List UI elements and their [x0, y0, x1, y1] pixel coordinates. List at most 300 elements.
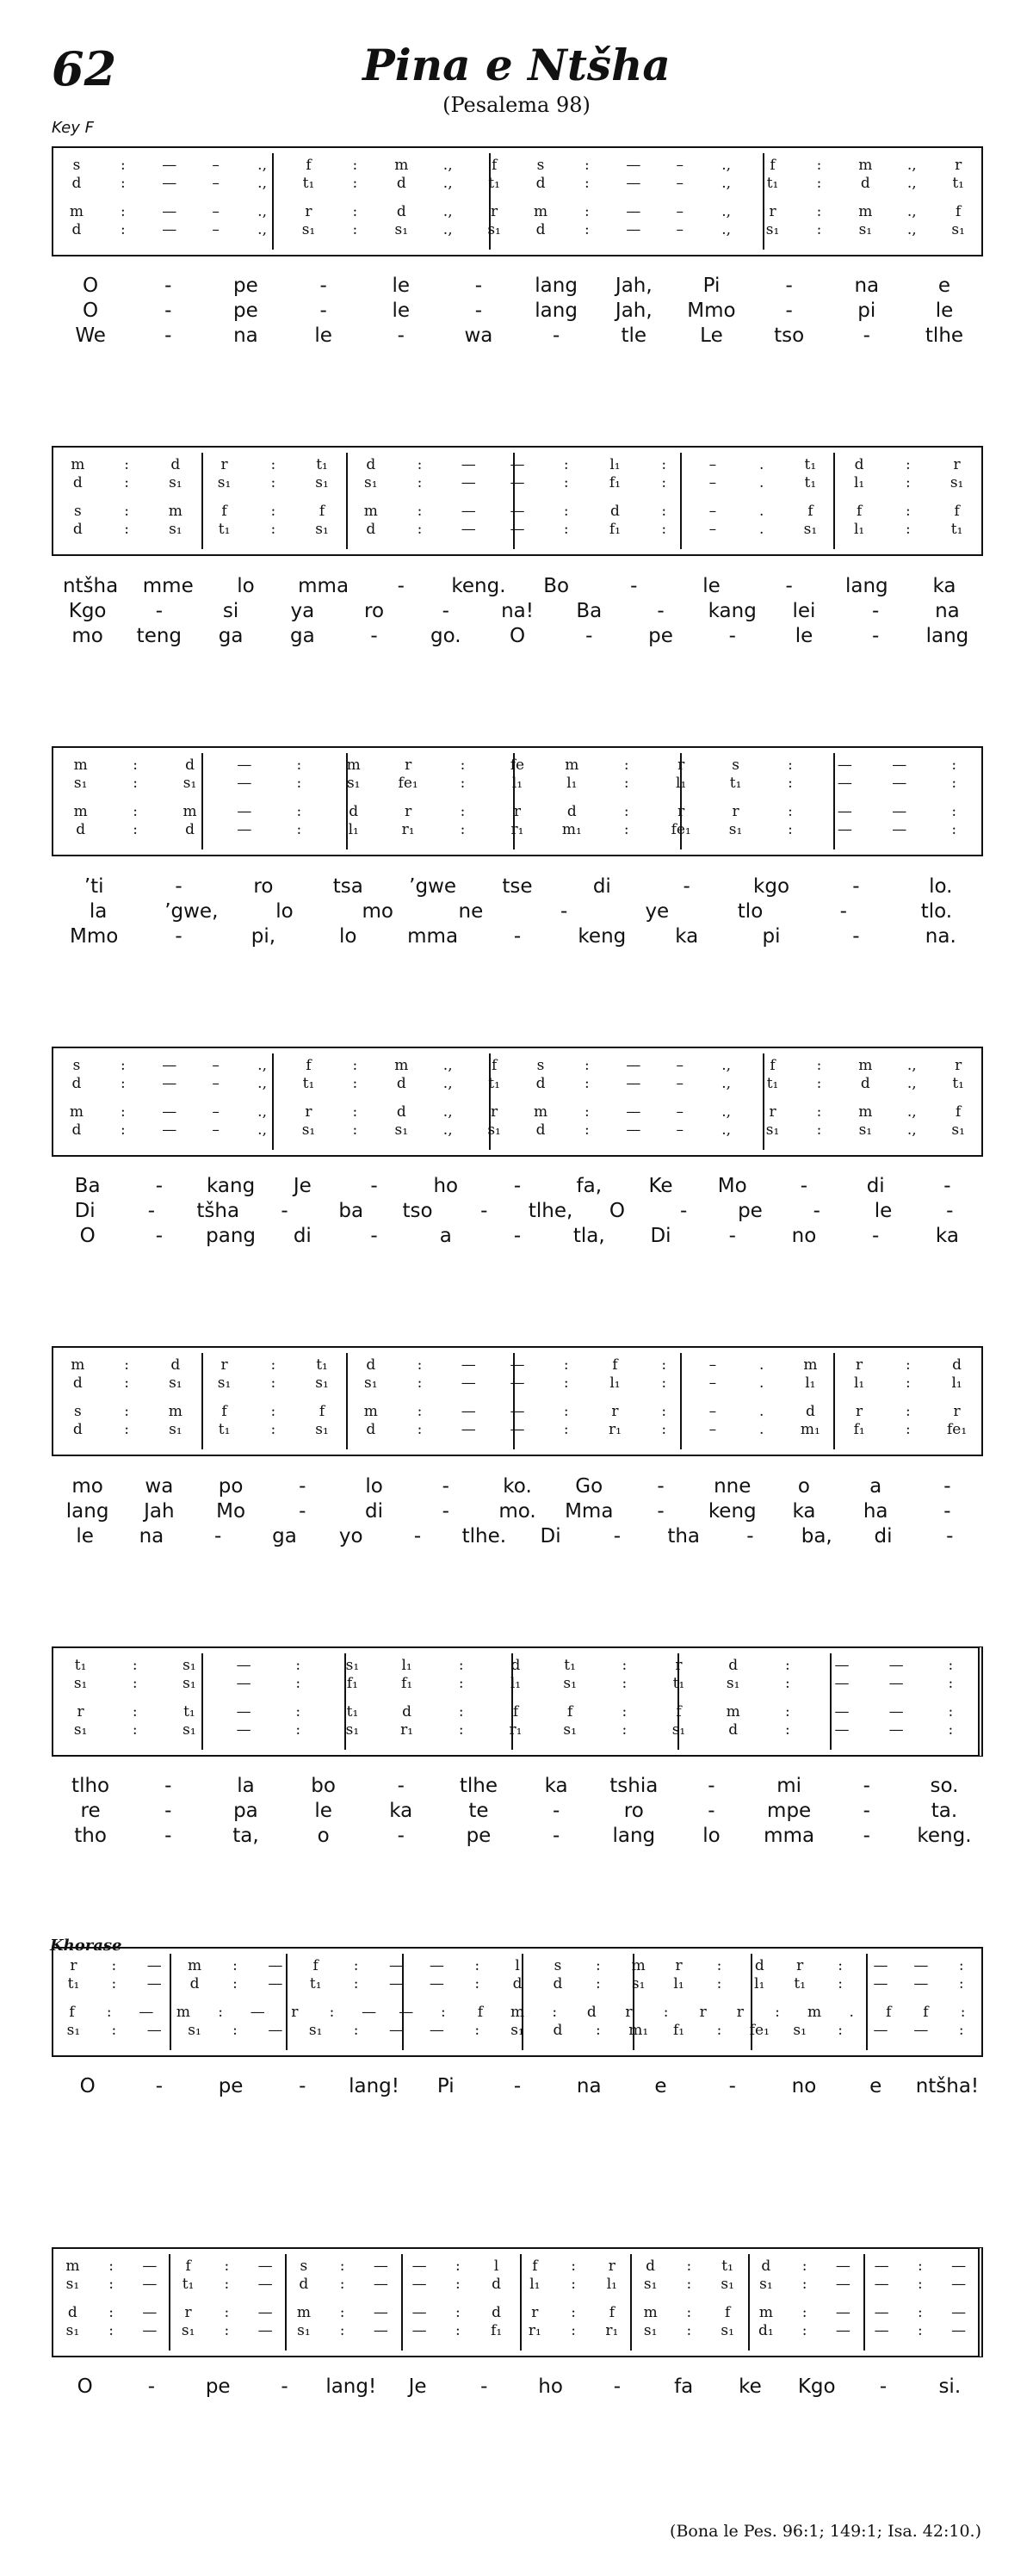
- solfa-note: r: [856, 1403, 863, 1420]
- lyric-syllable: Bo: [543, 575, 570, 597]
- solfa-note: :: [111, 2022, 117, 2039]
- lyric-syllable: mpe: [767, 1800, 812, 1822]
- lyric-syllable: lo.: [929, 875, 953, 898]
- solfa-note: :: [270, 1403, 276, 1420]
- solfa-note: s₁: [66, 2022, 81, 2039]
- bar-line: [633, 1954, 634, 2050]
- solfa-note: f: [612, 1356, 618, 1374]
- solfa-note: l₁: [511, 775, 523, 792]
- solfa-note: –: [676, 203, 684, 220]
- lyric-syllable: ro: [623, 1800, 644, 1822]
- lyric-syllable: -: [708, 1800, 715, 1822]
- solfa-note: –: [212, 1103, 220, 1121]
- solfa-note: :: [623, 775, 629, 792]
- solfa-note: m: [73, 757, 88, 774]
- lyric-syllable: -: [800, 1175, 808, 1197]
- solfa-note: :: [224, 2258, 230, 2275]
- bar-line: [201, 1353, 203, 1449]
- lyric-syllable: ko.: [503, 1475, 532, 1498]
- lyric-syllable: keng: [578, 925, 627, 948]
- solfa-note: .,: [906, 1103, 917, 1121]
- solfa-note: r₁: [401, 821, 415, 838]
- solfa-note: f₁: [673, 2022, 685, 2039]
- solfa-note: :: [563, 1403, 569, 1420]
- solfa-note: s₁: [793, 2022, 807, 2039]
- lyric-syllable: lo: [702, 1825, 721, 1847]
- lyric-syllable: ya: [290, 600, 315, 622]
- solfa-note: fe₁: [749, 2022, 770, 2039]
- solfa-note: r: [769, 1103, 776, 1121]
- solfa-note: :: [686, 2304, 692, 2321]
- lyric-syllable: -: [630, 575, 638, 597]
- solfa-note: —: [835, 2258, 851, 2275]
- solfa-note: :: [784, 1721, 790, 1739]
- solfa-note: .: [758, 474, 764, 491]
- solfa-note: l₁: [401, 1657, 412, 1674]
- bar-line: [346, 453, 348, 549]
- solfa-note: d: [396, 203, 406, 220]
- solfa-note: f: [856, 503, 863, 520]
- solfa-note: f₁: [401, 1675, 413, 1692]
- solfa-note: s₁: [721, 2276, 734, 2293]
- lyric-syllable: -: [863, 1825, 870, 1847]
- bar-line: [833, 1353, 835, 1449]
- solfa-note: —: [257, 2276, 273, 2293]
- lyric-syllable: tse: [502, 875, 533, 898]
- solfa-note: t₁: [302, 175, 315, 192]
- bar-line: [520, 2254, 522, 2351]
- lyric-syllable: -: [155, 2075, 163, 2097]
- solfa-note: —: [162, 157, 177, 174]
- lyric-syllable: tlhe: [459, 1775, 498, 1797]
- lyric-syllable: Di: [74, 1200, 96, 1222]
- lyric-line: [52, 924, 983, 948]
- solfa-note: :: [951, 821, 957, 838]
- solfa-note: d: [553, 1975, 563, 1992]
- solfa-note: .,: [721, 157, 732, 174]
- lyric-syllable: -: [370, 625, 378, 647]
- lyric-line: [52, 899, 983, 924]
- solfa-note: d: [71, 175, 82, 192]
- solfa-note: :: [270, 1356, 276, 1374]
- bar-line: [748, 2254, 750, 2351]
- solfa-note: :: [571, 2304, 576, 2321]
- lyric-syllable: -: [175, 925, 182, 948]
- solfa-note: s₁: [181, 2322, 195, 2339]
- solfa-note: f: [532, 2258, 538, 2275]
- solfa-note: fe: [510, 757, 525, 774]
- lyric-syllable: ntšha!: [915, 2075, 980, 2097]
- solfa-note: .,: [442, 203, 453, 220]
- solfa-note: :: [417, 456, 423, 473]
- lyric-syllable: na: [233, 324, 258, 347]
- solfa-note: d: [586, 2004, 597, 2021]
- lyric-syllable: We: [75, 324, 106, 347]
- solfa-note: :: [124, 521, 129, 538]
- solfa-note: r: [608, 2258, 615, 2275]
- lyric-syllable: O: [83, 275, 99, 297]
- solfa-note: f: [221, 1403, 227, 1420]
- solfa-note: :: [120, 1103, 126, 1121]
- solfa-note: :: [120, 157, 126, 174]
- solfa-note: —: [510, 474, 525, 491]
- lyric-syllable: tlo: [737, 900, 764, 923]
- lyric-syllable: tla,: [572, 1225, 605, 1247]
- staff-voice-row: [53, 757, 981, 774]
- solfa-note: .,: [721, 1057, 732, 1074]
- lyric-syllable: -: [397, 1775, 405, 1797]
- solfa-note: d: [299, 2276, 309, 2293]
- solfa-note: d: [854, 456, 864, 473]
- lyric-syllable: re: [80, 1800, 101, 1822]
- solfa-note: :: [716, 2022, 722, 2039]
- solfa-note: r: [405, 757, 412, 774]
- solfa-note: :: [224, 2304, 230, 2321]
- solfa-note: d: [189, 1975, 200, 1992]
- lyric-syllable: -: [943, 1175, 951, 1197]
- lyric-syllable: lang: [535, 300, 578, 322]
- lyric-syllable: lo: [237, 575, 255, 597]
- lyric-syllable: -: [319, 275, 327, 297]
- solfa-note: :: [816, 1103, 822, 1121]
- solfa-note: :: [623, 803, 629, 820]
- staff-voice-row: [53, 474, 981, 491]
- solfa-note: d: [71, 1121, 82, 1139]
- lyric-line: [52, 574, 983, 598]
- lyric-syllable: po: [218, 1475, 244, 1498]
- solfa-note: l: [515, 1957, 520, 1974]
- lyric-syllable: e: [869, 2075, 882, 2097]
- solfa-note: :: [106, 2004, 112, 2021]
- lyric-syllable: -: [585, 625, 593, 647]
- solfa-note: —: [892, 803, 907, 820]
- solfa-note: :: [784, 1703, 790, 1720]
- solfa-note: :: [563, 521, 569, 538]
- lyric-syllable: mo: [71, 1475, 103, 1498]
- lyric-syllable: lo: [275, 900, 294, 923]
- lyric-syllable: di: [365, 1500, 384, 1523]
- solfa-note: :: [329, 2004, 335, 2021]
- lyric-line: [52, 2074, 983, 2098]
- solfa-note: r: [955, 1057, 962, 1074]
- lyric-syllable: kang: [206, 1175, 256, 1197]
- solfa-note: –: [708, 474, 717, 491]
- solfa-note: .,: [721, 1121, 732, 1139]
- solfa-note: s₁: [643, 2322, 658, 2339]
- solfa-note: m: [182, 803, 197, 820]
- staff-system: [52, 1346, 983, 1456]
- solfa-note: :: [716, 1957, 722, 1974]
- lyric-syllable: Kgo: [797, 2375, 836, 2398]
- solfa-note: m: [73, 803, 88, 820]
- solfa-note: t₁: [218, 1421, 231, 1438]
- solfa-note: :: [948, 1657, 954, 1674]
- staff-system: [52, 146, 983, 256]
- lyric-syllable: ta.: [931, 1800, 958, 1822]
- solfa-note: —: [142, 2304, 158, 2321]
- lyric-syllable: -: [397, 1825, 405, 1847]
- solfa-note: —: [142, 2276, 158, 2293]
- solfa-note: —: [250, 2004, 265, 2021]
- solfa-note: f: [185, 2258, 191, 2275]
- lyric-syllable: O: [79, 2075, 96, 2097]
- solfa-note: :: [108, 2322, 114, 2339]
- lyric-syllable: Kgo: [68, 600, 107, 622]
- lyric-syllable: -: [872, 625, 880, 647]
- solfa-note: —: [236, 1657, 251, 1674]
- lyric-syllable: go.: [430, 625, 461, 647]
- lyric-syllable: -: [164, 275, 172, 297]
- solfa-note: s: [554, 1957, 562, 1974]
- solfa-note: t₁: [488, 175, 500, 192]
- solfa-note: :: [918, 2258, 923, 2275]
- solfa-note: :: [905, 456, 911, 473]
- solfa-note: :: [595, 1957, 601, 1974]
- solfa-note: :: [120, 203, 126, 220]
- solfa-note: —: [461, 503, 476, 520]
- lyric-syllable: O: [77, 2375, 93, 2398]
- lyric-syllable: Ke: [648, 1175, 673, 1197]
- solfa-note: s₁: [858, 221, 873, 238]
- solfa-note: l₁: [805, 1374, 816, 1392]
- solfa-note: —: [874, 2258, 889, 2275]
- solfa-note: t₁: [488, 1075, 500, 1092]
- solfa-note: :: [417, 1356, 423, 1374]
- solfa-note: .,: [257, 175, 267, 192]
- solfa-note: s₁: [394, 221, 409, 238]
- staff-system: [52, 746, 983, 856]
- solfa-note: s₁: [315, 474, 329, 491]
- solfa-note: f: [312, 1957, 319, 1974]
- solfa-note: f: [491, 157, 498, 174]
- solfa-note: d: [761, 2258, 771, 2275]
- bar-line: [169, 2254, 170, 2351]
- solfa-note: t₁: [182, 2276, 195, 2293]
- solfa-note: s₁: [345, 1721, 360, 1739]
- solfa-note: s: [300, 2258, 308, 2275]
- lyric-syllable: pe: [466, 1825, 492, 1847]
- solfa-note: —: [162, 1057, 177, 1074]
- lyric-syllable: na: [935, 600, 960, 622]
- staff-system: [52, 1646, 983, 1757]
- lyric-syllable: Di: [540, 1525, 561, 1547]
- solfa-note: s₁: [297, 2322, 311, 2339]
- staff-voice-row: [53, 1121, 981, 1139]
- solfa-note: r₁: [605, 2322, 619, 2339]
- solfa-note: r: [699, 2004, 707, 2021]
- lyric-syllable: -: [946, 1525, 954, 1547]
- solfa-note: —: [388, 2022, 404, 2039]
- solfa-note: :: [622, 1721, 628, 1739]
- lyric-syllable: -: [657, 1475, 665, 1498]
- lyric-syllable: mma: [764, 1825, 815, 1847]
- solfa-note: m: [533, 203, 548, 220]
- solfa-note: :: [801, 2304, 807, 2321]
- solfa-note: :: [352, 1057, 358, 1074]
- solfa-note: :: [686, 2322, 692, 2339]
- solfa-note: r: [953, 456, 961, 473]
- solfa-note: —: [411, 2258, 427, 2275]
- solfa-note: .,: [257, 157, 267, 174]
- solfa-note: :: [270, 521, 276, 538]
- solfa-note: m: [758, 2304, 773, 2321]
- solfa-note: :: [352, 1121, 358, 1139]
- bar-line: [630, 2254, 632, 2351]
- solfa-note: f: [319, 503, 325, 520]
- solfa-note: t₁: [804, 474, 817, 491]
- solfa-note: l₁: [529, 2276, 541, 2293]
- solfa-note: s₁: [73, 1675, 88, 1692]
- solfa-note: :: [816, 221, 822, 238]
- solfa-note: t₁: [302, 1075, 315, 1092]
- solfa-note: :: [951, 757, 957, 774]
- solfa-note: —: [913, 2022, 929, 2039]
- lyric-syllable: -: [708, 1775, 715, 1797]
- lyric-syllable: -: [155, 1175, 163, 1197]
- hymn-subtitle: (Pesalema 98): [442, 93, 591, 117]
- solfa-note: :: [132, 1657, 138, 1674]
- solfa-note: m: [858, 157, 873, 174]
- solfa-note: r: [491, 203, 498, 220]
- solfa-note: —: [626, 203, 641, 220]
- solfa-note: l₁: [609, 456, 621, 473]
- solfa-note: .,: [721, 203, 732, 220]
- solfa-note: —: [837, 757, 852, 774]
- lyric-syllable: -: [397, 575, 405, 597]
- solfa-note: .,: [721, 1075, 732, 1092]
- solfa-note: s₁: [394, 1121, 409, 1139]
- solfa-note: :: [120, 1121, 126, 1139]
- solfa-note: s₁: [728, 821, 743, 838]
- solfa-note: –: [212, 1075, 220, 1092]
- solfa-note: d: [366, 456, 376, 473]
- solfa-note: m: [565, 757, 579, 774]
- solfa-note: —: [411, 2322, 427, 2339]
- lyric-syllable: nne: [714, 1475, 752, 1498]
- solfa-note: :: [417, 474, 423, 491]
- lyric-syllable: -: [513, 1175, 522, 1197]
- lyric-syllable: -: [552, 324, 560, 347]
- solfa-note: r: [732, 803, 739, 820]
- solfa-note: r: [675, 1657, 683, 1674]
- solfa-note: .,: [906, 1057, 917, 1074]
- solfa-note: —: [913, 1975, 929, 1992]
- lyric-syllable: fa,: [576, 1175, 603, 1197]
- solfa-note: s₁: [182, 1675, 196, 1692]
- lyric-syllable: Mo: [216, 1500, 246, 1523]
- solfa-note: d: [396, 1103, 406, 1121]
- bar-line: [201, 453, 203, 549]
- bar-line: [751, 1954, 752, 2050]
- lyric-syllable: -: [683, 875, 690, 898]
- lyric-syllable: so.: [930, 1775, 959, 1797]
- solfa-note: s₁: [315, 1421, 329, 1438]
- solfa-note: d: [860, 175, 870, 192]
- solfa-note: :: [120, 1075, 126, 1092]
- solfa-note: d: [402, 1703, 412, 1720]
- staff-voice-row: [53, 503, 981, 520]
- solfa-note: —: [874, 2304, 889, 2321]
- solfa-note: :: [905, 1374, 911, 1392]
- staff-system: [52, 1947, 983, 2057]
- solfa-note: m: [726, 1703, 740, 1720]
- lyric-syllable: -: [872, 1225, 880, 1247]
- solfa-note: :: [474, 1975, 480, 1992]
- solfa-note: l₁: [348, 821, 359, 838]
- hymn-title: Pina e Ntšha: [362, 40, 671, 90]
- solfa-note: —: [951, 2258, 967, 2275]
- solfa-note: —: [837, 821, 852, 838]
- staff-voice-row: [53, 1421, 981, 1438]
- solfa-note: s₁: [65, 2322, 80, 2339]
- lyric-syllable: le: [702, 575, 721, 597]
- solfa-note: m: [168, 503, 182, 520]
- solfa-note: .,: [906, 1075, 917, 1092]
- solfa-note: d: [535, 1121, 546, 1139]
- footnote: (Bona le Pes. 96:1; 149:1; Isa. 42:10.): [670, 2522, 981, 2541]
- solfa-note: :: [460, 757, 466, 774]
- lyric-syllable: O: [509, 625, 526, 647]
- solfa-note: :: [270, 474, 276, 491]
- solfa-note: —: [388, 1957, 404, 1974]
- solfa-note: :: [801, 2322, 807, 2339]
- bar-line: [285, 2254, 287, 2351]
- solfa-note: :: [295, 1657, 301, 1674]
- lyric-syllable: wa: [464, 324, 493, 347]
- solfa-note: —: [461, 521, 476, 538]
- solfa-note: —: [236, 1721, 251, 1739]
- lyric-syllable: -: [370, 1175, 378, 1197]
- solfa-note: .,: [906, 1121, 917, 1139]
- lyric-syllable: no: [791, 1225, 817, 1247]
- lyric-syllable: le: [935, 300, 954, 322]
- solfa-note: d: [646, 2258, 656, 2275]
- lyric-syllable: le: [795, 625, 813, 647]
- solfa-note: l₁: [853, 521, 865, 538]
- lyric-syllable: ne: [458, 900, 484, 923]
- lyric-line: [52, 1199, 983, 1223]
- solfa-note: t₁: [952, 175, 964, 192]
- solfa-note: —: [236, 1703, 251, 1720]
- solfa-note: –: [708, 1374, 717, 1392]
- solfa-note: —: [951, 2304, 967, 2321]
- lyric-syllable: ga: [272, 1525, 297, 1547]
- solfa-note: l₁: [606, 2276, 617, 2293]
- solfa-note: :: [563, 1356, 569, 1374]
- solfa-note: f: [512, 1703, 519, 1720]
- lyric-syllable: -: [442, 1475, 449, 1498]
- solfa-note: :: [270, 1374, 276, 1392]
- solfa-note: r₁: [400, 1721, 414, 1739]
- chorus-label: Khorase: [50, 1937, 122, 1955]
- solfa-note: r₁: [608, 1421, 622, 1438]
- solfa-note: .,: [442, 157, 453, 174]
- solfa-note: m₁: [628, 2022, 649, 2039]
- lyric-syllable: pang: [206, 1225, 257, 1247]
- solfa-note: —: [461, 1421, 476, 1438]
- lyric-syllable: -: [442, 600, 449, 622]
- lyric-line: [52, 2375, 983, 2399]
- solfa-note: .,: [721, 175, 732, 192]
- lyric-syllable: keng: [708, 1500, 757, 1523]
- solfa-note: .: [758, 456, 764, 473]
- lyric-syllable: na!: [501, 600, 534, 622]
- solfa-note: d: [71, 221, 82, 238]
- solfa-note: s: [74, 1403, 82, 1420]
- solfa-note: —: [951, 2322, 967, 2339]
- solfa-note: :: [353, 1975, 359, 1992]
- bar-line: [489, 153, 491, 250]
